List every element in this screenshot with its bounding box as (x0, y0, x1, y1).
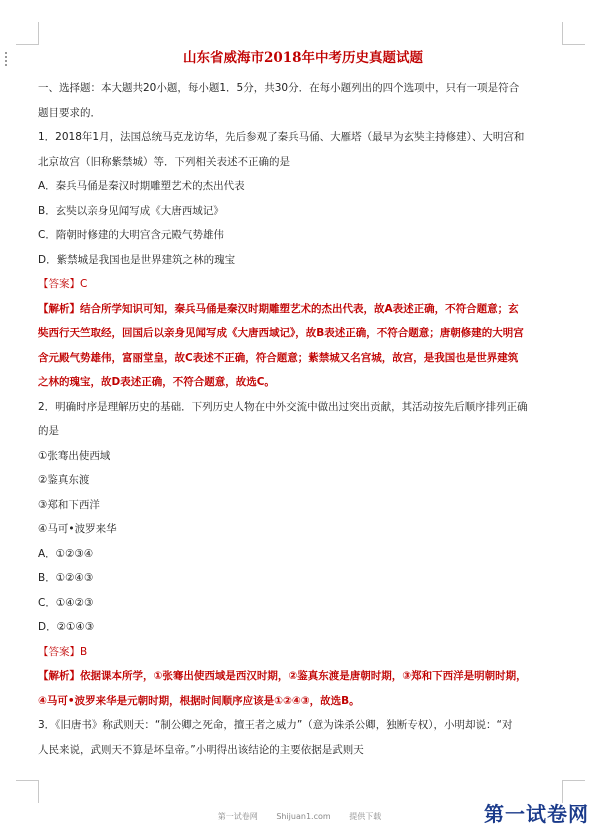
option-d: D．②①④③ (38, 621, 95, 633)
watermark-logo: 第一试卷网 (484, 802, 589, 826)
page-title: 山东省威海市2018年中考历史真题试题 (182, 50, 424, 66)
question-stem: 1．2018年1月，法国总统马克龙访华，先后参观了秦兵马俑、大雁塔（最早为玄奘主持修建）、大明宫和 (38, 131, 525, 143)
intro-line: 一、选择题：本大题共20小题，每小题1．5分，共30分．在每小题列出的四个选项中，只有一项是符合 (38, 82, 520, 94)
table-move-handle-icon[interactable] (4, 50, 12, 68)
analysis-text: 依据课本所学，①张骞出使西域是西汉时期，②鉴真东渡是唐朝时期，③郑和下西洋是明朝时期， (80, 670, 527, 682)
analysis-line: ④马可•波罗来华是元朝时期，根据时间顺序应该是①②④③，故选B。 (38, 694, 360, 707)
answer-line: 【答案】B (38, 645, 88, 658)
list-item: ②鉴真东渡 (38, 474, 90, 486)
analysis-line (38, 664, 568, 689)
question-stem: 人民来说，武则天不算是坏皇帝。”小明得出该结论的主要依据是武则天 (38, 743, 364, 756)
option-d: D．紫禁城是我国也是世界建筑之林的瑰宝 (38, 253, 236, 266)
analysis-line (38, 297, 568, 322)
analysis-line: 之林的瑰宝，故D表述正确，不符合题意，故选C。 (38, 376, 275, 388)
document-body (38, 48, 568, 762)
crop-mark-top-left (16, 22, 39, 45)
question-stem: 北京故宫（旧称紫禁城）等．下列相关表述不正确的是 (38, 155, 290, 168)
question-stem: 2．明确时序是理解历史的基础．下列历史人物在中外交流中做出过突出贡献，其活动按先后顺序排列正确 (38, 400, 528, 413)
analysis-line: 奘西行天竺取经，回国后以亲身见闻写成《大唐西域记》，故B表述正确，不符合题意；唐朝修建的大明宫 (38, 327, 524, 339)
crop-mark-bottom-left (16, 780, 39, 803)
question-stem: 3．《旧唐书》称武则天：“制公卿之死命，擅王者之威力”（意为诛杀公卿，独断专权），小明却说：“对 (38, 719, 513, 731)
option-b: B．①②④③ (38, 572, 94, 584)
footer-left: 第一试卷网 (217, 812, 258, 821)
option-c: C．①④②③ (38, 596, 94, 609)
footer-right: 提供下载 (349, 812, 382, 821)
analysis-tag: 【解析】 (38, 302, 80, 315)
option-b: B．玄奘以亲身见闻写成《大唐西域记》 (38, 204, 224, 217)
intro-line: 题目要求的． (38, 106, 101, 119)
analysis-tag: 【解析】 (38, 670, 80, 682)
option-a: A．①②③④ (38, 547, 94, 560)
footer-center[interactable]: Shijuan1.com (276, 812, 331, 821)
list-item: ③郑和下西洋 (38, 498, 100, 511)
answer-line: 【答案】C (38, 278, 88, 290)
analysis-text: 结合所学知识可知，秦兵马俑是秦汉时期雕塑艺术的杰出代表，故A表述正确，不符合题意；玄 (80, 302, 519, 315)
list-item: ④马可•波罗来华 (38, 523, 117, 535)
option-a: A．秦兵马俑是秦汉时期雕塑艺术的杰出代表 (38, 180, 245, 192)
crop-mark-top-right (562, 22, 585, 45)
option-c: C．隋朝时修建的大明宫含元殿气势雄伟 (38, 229, 224, 241)
list-item: ①张骞出使西域 (38, 449, 111, 462)
question-stem: 的是 (38, 425, 59, 437)
analysis-line: 含元殿气势雄伟，富丽堂皇，故C表述不正确，符合题意；紫禁城又名宫城，故宫，是我国也是世界建筑 (38, 351, 519, 364)
